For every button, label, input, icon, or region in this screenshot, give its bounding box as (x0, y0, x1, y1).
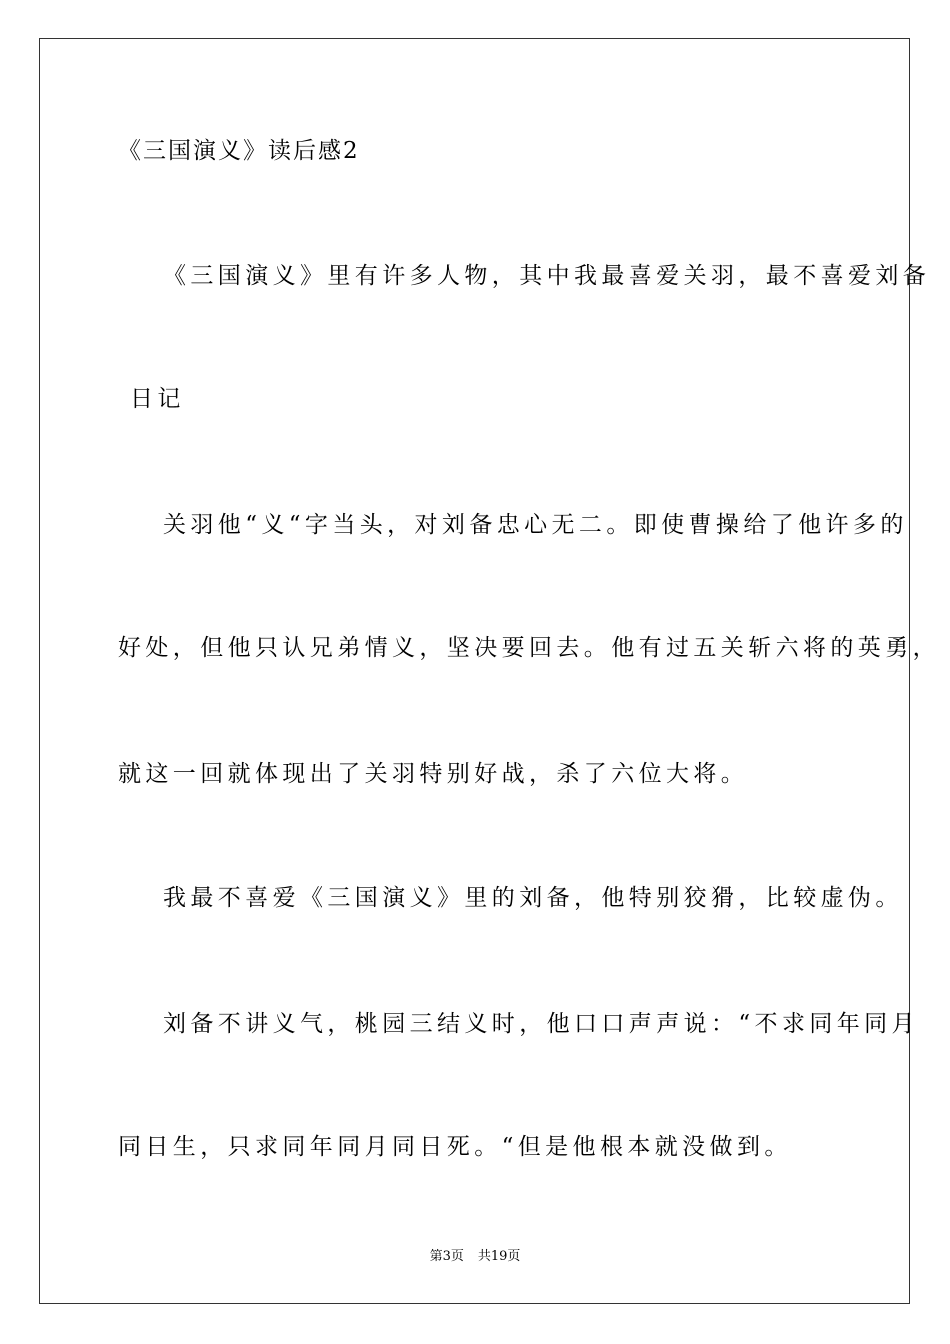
paragraph-line-3: 关羽他“义“字当头，对刘备忠心无二。即使曹操给了他许多的 (163, 512, 908, 538)
page-border (39, 38, 910, 1304)
paragraph-line-2: 日记 (130, 386, 185, 412)
page-footer (0, 1249, 950, 1265)
paragraph-line-1: 《三国演义》里有许多人物，其中我最喜爱关羽，最不喜爱刘备 (163, 263, 931, 289)
paragraph-line-7: 刘备不讲义气，桃园三结义时，他口口声声说：“不求同年同月 (163, 1011, 919, 1037)
paragraph-line-6: 我最不喜爱《三国演义》里的刘备，他特别狡猾，比较虚伪。 (163, 885, 903, 911)
paragraph-line-4: 好处，但他只认兄弟情义，坚决要回去。他有过五关斩六将的英勇， (118, 635, 940, 661)
document-title: 《三国演义》读后感2 (118, 138, 360, 164)
paragraph-line-5: 就这一回就体现出了关羽特别好战，杀了六位大将。 (118, 761, 749, 787)
paragraph-line-8: 同日生，只求同年同月同日死。“但是他根本就没做到。 (118, 1134, 792, 1160)
page-number: 第3页 (429, 1249, 464, 1264)
page-total: 共19页 (477, 1249, 521, 1264)
